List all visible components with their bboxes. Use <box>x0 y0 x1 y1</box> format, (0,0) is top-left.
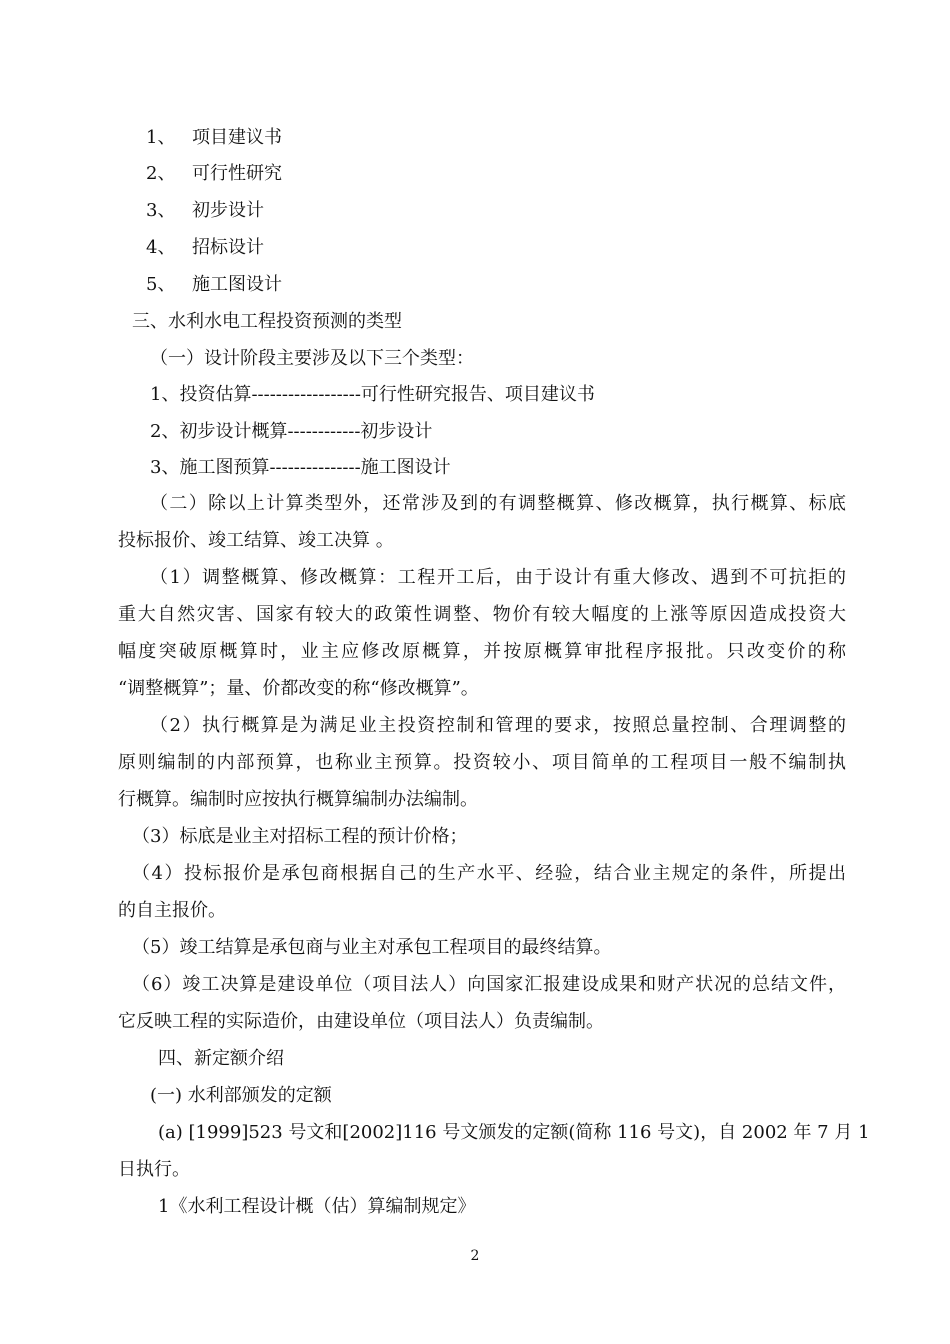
list-item <box>146 162 282 186</box>
paragraph-line: 行概算。编制时应按执行概算编制办法编制。 <box>118 789 478 810</box>
list-number: 1、 <box>146 127 176 148</box>
type-line: 1、投资估算------------------可行性研究报告、项目建议书 <box>150 384 595 405</box>
list-item <box>146 273 282 297</box>
paragraph-line: (a) [1999]523 号文和[2002]116 号文颁发的定额(简称 116 号文)，自 2002 年 7 月 1 <box>158 1122 870 1143</box>
paragraph-line: 它反映工程的实际造价，由建设单位（项目法人）负责编制。 <box>118 1011 604 1032</box>
list-item <box>146 199 264 223</box>
list-text: 初步设计 <box>192 200 264 221</box>
paragraph-line: （4）投标报价是承包商根据自己的生产水平、经验，结合业主规定的条件，所提出 <box>132 863 846 884</box>
list-number: 3、 <box>146 200 176 221</box>
section-heading: 四、新定额介绍 <box>158 1048 284 1069</box>
section-heading: 三、水利水电工程投资预测的类型 <box>132 311 402 332</box>
paragraph-line: （5）竣工结算是承包商与业主对承包工程项目的最终结算。 <box>132 937 612 958</box>
paragraph-line: （2）执行概算是为满足业主投资控制和管理的要求，按照总量控制、合理调整的 <box>150 715 846 736</box>
list-item <box>146 236 264 260</box>
type-line: 3、施工图预算---------------施工图设计 <box>150 457 451 478</box>
list-number: 4、 <box>146 237 176 258</box>
list-text: 可行性研究 <box>192 163 282 184</box>
paragraph-line: 日执行。 <box>118 1159 190 1180</box>
list-text: 项目建议书 <box>192 127 282 148</box>
paragraph-line: （二）除以上计算类型外，还常涉及到的有调整概算、修改概算，执行概算、标底 <box>150 493 846 514</box>
subsection-heading: （一）设计阶段主要涉及以下三个类型： <box>150 348 474 369</box>
list-item <box>146 126 282 150</box>
paragraph-line: （6）竣工决算是建设单位（项目法人）向国家汇报建设成果和财产状况的总结文件， <box>132 974 846 995</box>
page-number: 2 <box>470 1248 480 1264</box>
paragraph-line: 投标报价、竣工结算、竣工决算 。 <box>118 530 394 551</box>
list-text: 施工图设计 <box>192 274 282 295</box>
paragraph-line: （3）标底是业主对招标工程的预计价格； <box>132 826 468 847</box>
subsection-heading: (一) 水利部颁发的定额 <box>150 1085 332 1106</box>
paragraph-line: 重大自然灾害、国家有较大的政策性调整、物价有较大幅度的上涨等原因造成投资大 <box>118 604 846 625</box>
paragraph-line: 的自主报价。 <box>118 900 226 921</box>
list-number: 5、 <box>146 274 176 295</box>
paragraph-line: “调整概算”；量、价都改变的称“修改概算”。 <box>118 678 479 699</box>
list-item: 1《水利工程设计概（估）算编制规定》 <box>158 1196 476 1217</box>
paragraph-line: 幅度突破原概算时，业主应修改原概算，并按原概算审批程序报批。只改变价的称 <box>118 641 846 662</box>
paragraph-line: （1）调整概算、修改概算：工程开工后，由于设计有重大修改、遇到不可抗拒的 <box>150 567 846 588</box>
list-number: 2、 <box>146 163 176 184</box>
list-text: 招标设计 <box>192 237 264 258</box>
paragraph-line: 原则编制的内部预算，也称业主预算。投资较小、项目简单的工程项目一般不编制执 <box>118 752 846 773</box>
type-line: 2、初步设计概算------------初步设计 <box>150 421 433 442</box>
